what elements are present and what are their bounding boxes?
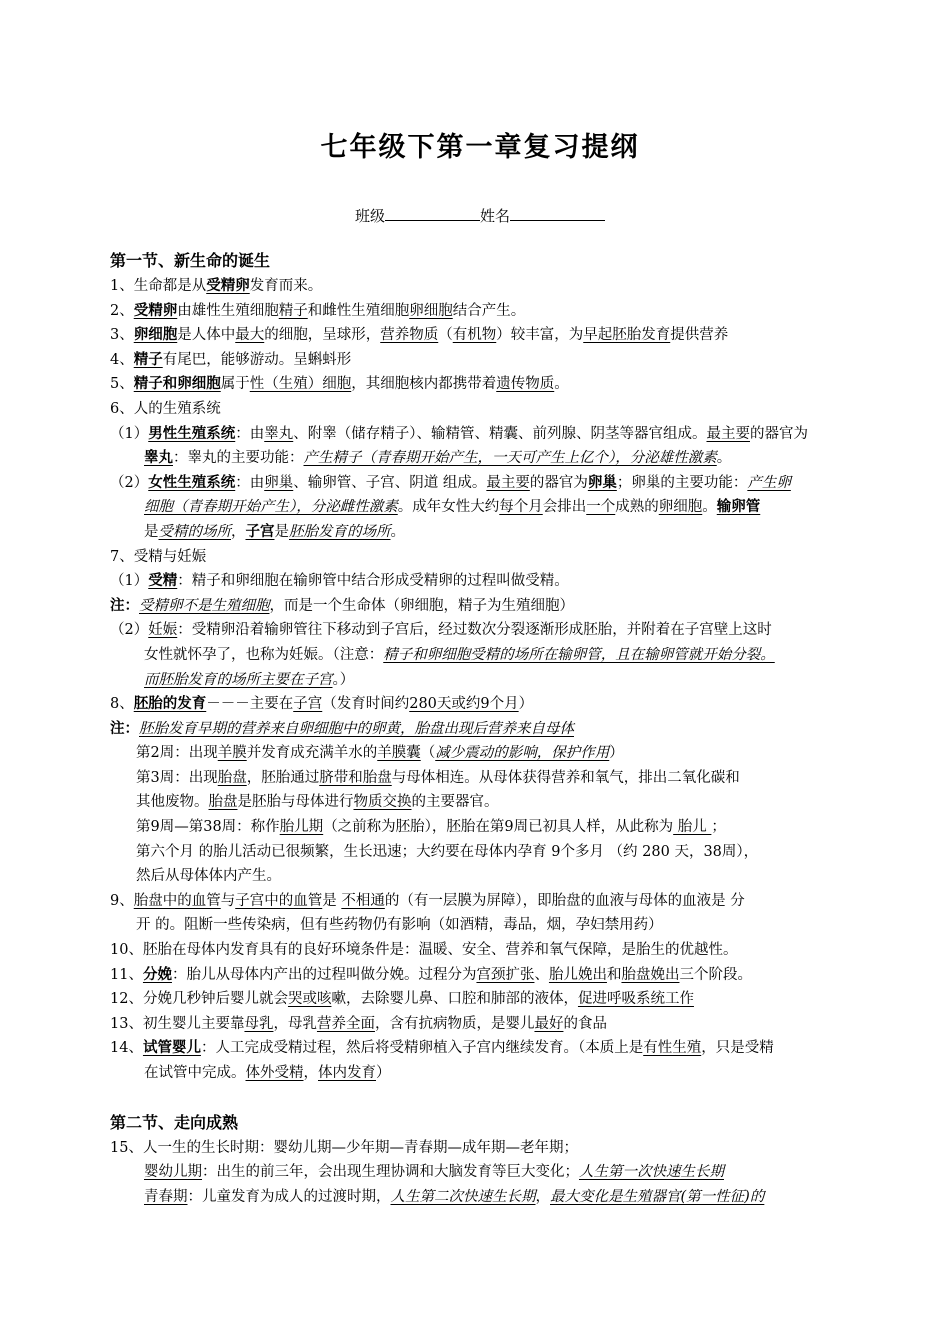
item-7-pregnancy: （2）妊娠：受精卵沿着输卵管往下移动到子宫后，经过数次分裂逐渐形成胚胎，并附着在子宫壁上这时 [110,622,772,639]
item-15-adolescence: 青春期：儿童发育为成人的过渡时期，人生第二次快速生长期，最大变化是生殖器官(第一性征)的 [144,1188,765,1205]
item-2: 2、受精卵由雄性生殖细胞精子和雌性生殖细胞卵细胞结合产生。 [110,301,526,319]
item-6-male: （1）男性生殖系统：由睾丸、附睾（储存精子）、输精管、精囊、前列腺、阴茎等器官组成。最主要的器官为 [110,424,808,442]
item-9-cont: 开 的。阻断一些传染病，但有些药物仍有影响（如酒精，毒品，烟，孕妇禁用药） [136,917,663,934]
name-label: 姓名 [480,207,511,225]
item-8-week9-cont2: 然后从母体体内产生。 [136,868,281,885]
item-11: 11、分娩：胎儿从母体内产出的过程叫做分娩。过程分为宫颈扩张、胎儿娩出和胎盘娩出三个阶段。 [110,965,752,983]
item-7-pregnancy-cont2: 而胚胎发育的场所主要在子宫。） [144,671,355,688]
item-15: 15、人一生的生长时期：婴幼儿期—少年期—青春期—成年期—老年期； [110,1139,578,1156]
item-10: 10、胚胎在母体内发育具有的良好环境条件是：温暖、安全、营养和氧气保障，是胎生的优越性。 [110,942,738,959]
item-8: 8、胚胎的发育－－－主要在子宫（发育时间约280天或约9个月） [110,695,534,713]
class-name-line [110,204,850,228]
section-heading-1: 第一节、新生命的诞生 [110,251,271,270]
item-13: 13、初生婴儿主要靠母乳，母乳营养全面，含有抗病物质，是婴儿最好的食品 [110,1015,607,1032]
document-page [110,130,850,1209]
section-heading-2: 第二节、走向成熟 [110,1112,239,1132]
item-8-note: 注：胚胎发育早期的营养来自卵细胞中的卵黄，胎盘出现后营养来自母体 [110,719,574,737]
item-8-week3: 第3周：出现胎盘，胚胎通过脐带和胎盘与母体相连。从母体获得营养和氧气，排出二氧化碳和 [136,769,740,786]
item-9: 9、胎盘中的血管与子宫中的血管是 不相通的（有一层膜为屏障），即胎盘的血液与母体的血液是 分 [110,892,745,909]
item-8-week3-cont: 其他废物。胎盘是胚胎与母体进行物质交换的主要器官。 [136,794,499,811]
item-12: 12、分娩几秒钟后婴儿就会哭或咳嗽，去除婴儿鼻、口腔和肺部的液体，促进呼吸系统工作 [110,991,694,1008]
item-7-pregnancy-cont: 女性就怀孕了，也称为妊娠。（注意：精子和卵细胞受精的场所在输卵管，且在输卵管就开始分裂。 [144,646,775,663]
item-14-cont: 在试管中完成。体外受精，体内发育） [144,1065,391,1081]
item-6-male-cont: 睾丸：睾丸的主要功能：产生精子（青春期开始产生，一天可产生上亿个），分泌雄性激素。 [144,449,732,467]
item-6: 6、人的生殖系统 [110,400,221,417]
item-14: 14、试管婴儿：人工完成受精过程，然后将受精卵植入子宫内继续发育。（本质上是有性生殖，只是受精 [110,1039,774,1057]
page-title: 七年级下第一章复习提纲 [320,132,640,163]
item-6-female-cont: 细胞（青春期开始产生），分泌雌性激素。成年女性大约每个月会排出一个成熟的卵细胞。输卵管 [144,498,761,516]
item-4: 4、精子有尾巴，能够游动。呈蝌蚪形 [110,350,352,368]
item-8-week9: 第9周—第38周：称作胎儿期（之前称为胚胎），胚胎在第9周已初具人样，从此称为 胎儿 ； [136,819,726,836]
item-6-female: （2）女性生殖系统：由卵巢、输卵管、子宫、阴道 组成。最主要的器官为卵巢；卵巢的主要功能：产生卵 [110,473,791,491]
class-blank[interactable] [385,205,480,221]
item-7-fertilization: （1）受精：精子和卵细胞在输卵管中结合形成受精卵的过程叫做受精。 [110,572,569,590]
item-1: 1、生命都是从受精卵发育而来。 [110,277,323,294]
item-7: 7、受精与妊娠 [110,548,207,565]
item-7-note: 注：受精卵不是生殖细胞，而是一个生命体（卵细胞，精子为生殖细胞） [110,596,574,614]
class-label: 班级 [354,207,385,225]
item-5: 5、精子和卵细胞属于性（生殖）细胞，其细胞核内都携带着遗传物质。 [110,375,569,393]
item-15-infancy: 婴幼儿期：出生的前三年，会出现生理协调和大脑发育等巨大变化；人生第一次快速生长期 [144,1164,724,1181]
item-8-week9-cont: 第六个月 的胎儿活动已很频繁，生长迅速；大约要在母体内孕育 9个多月 （约 280 天，38周）， [136,843,759,860]
item-6-female-cont2: 是受精的场所，子宫是胚胎发育的场所。 [144,522,405,540]
item-8-week2: 第2周：出现羊膜并发育成充满羊水的羊膜囊（减少震动的影响，保护作用） [136,745,624,762]
item-3: 3、卵细胞是人体中最大的细胞，呈球形，营养物质（有机物）较丰富，为早起胚胎发育提供营养 [110,326,729,344]
name-blank[interactable] [510,205,605,221]
